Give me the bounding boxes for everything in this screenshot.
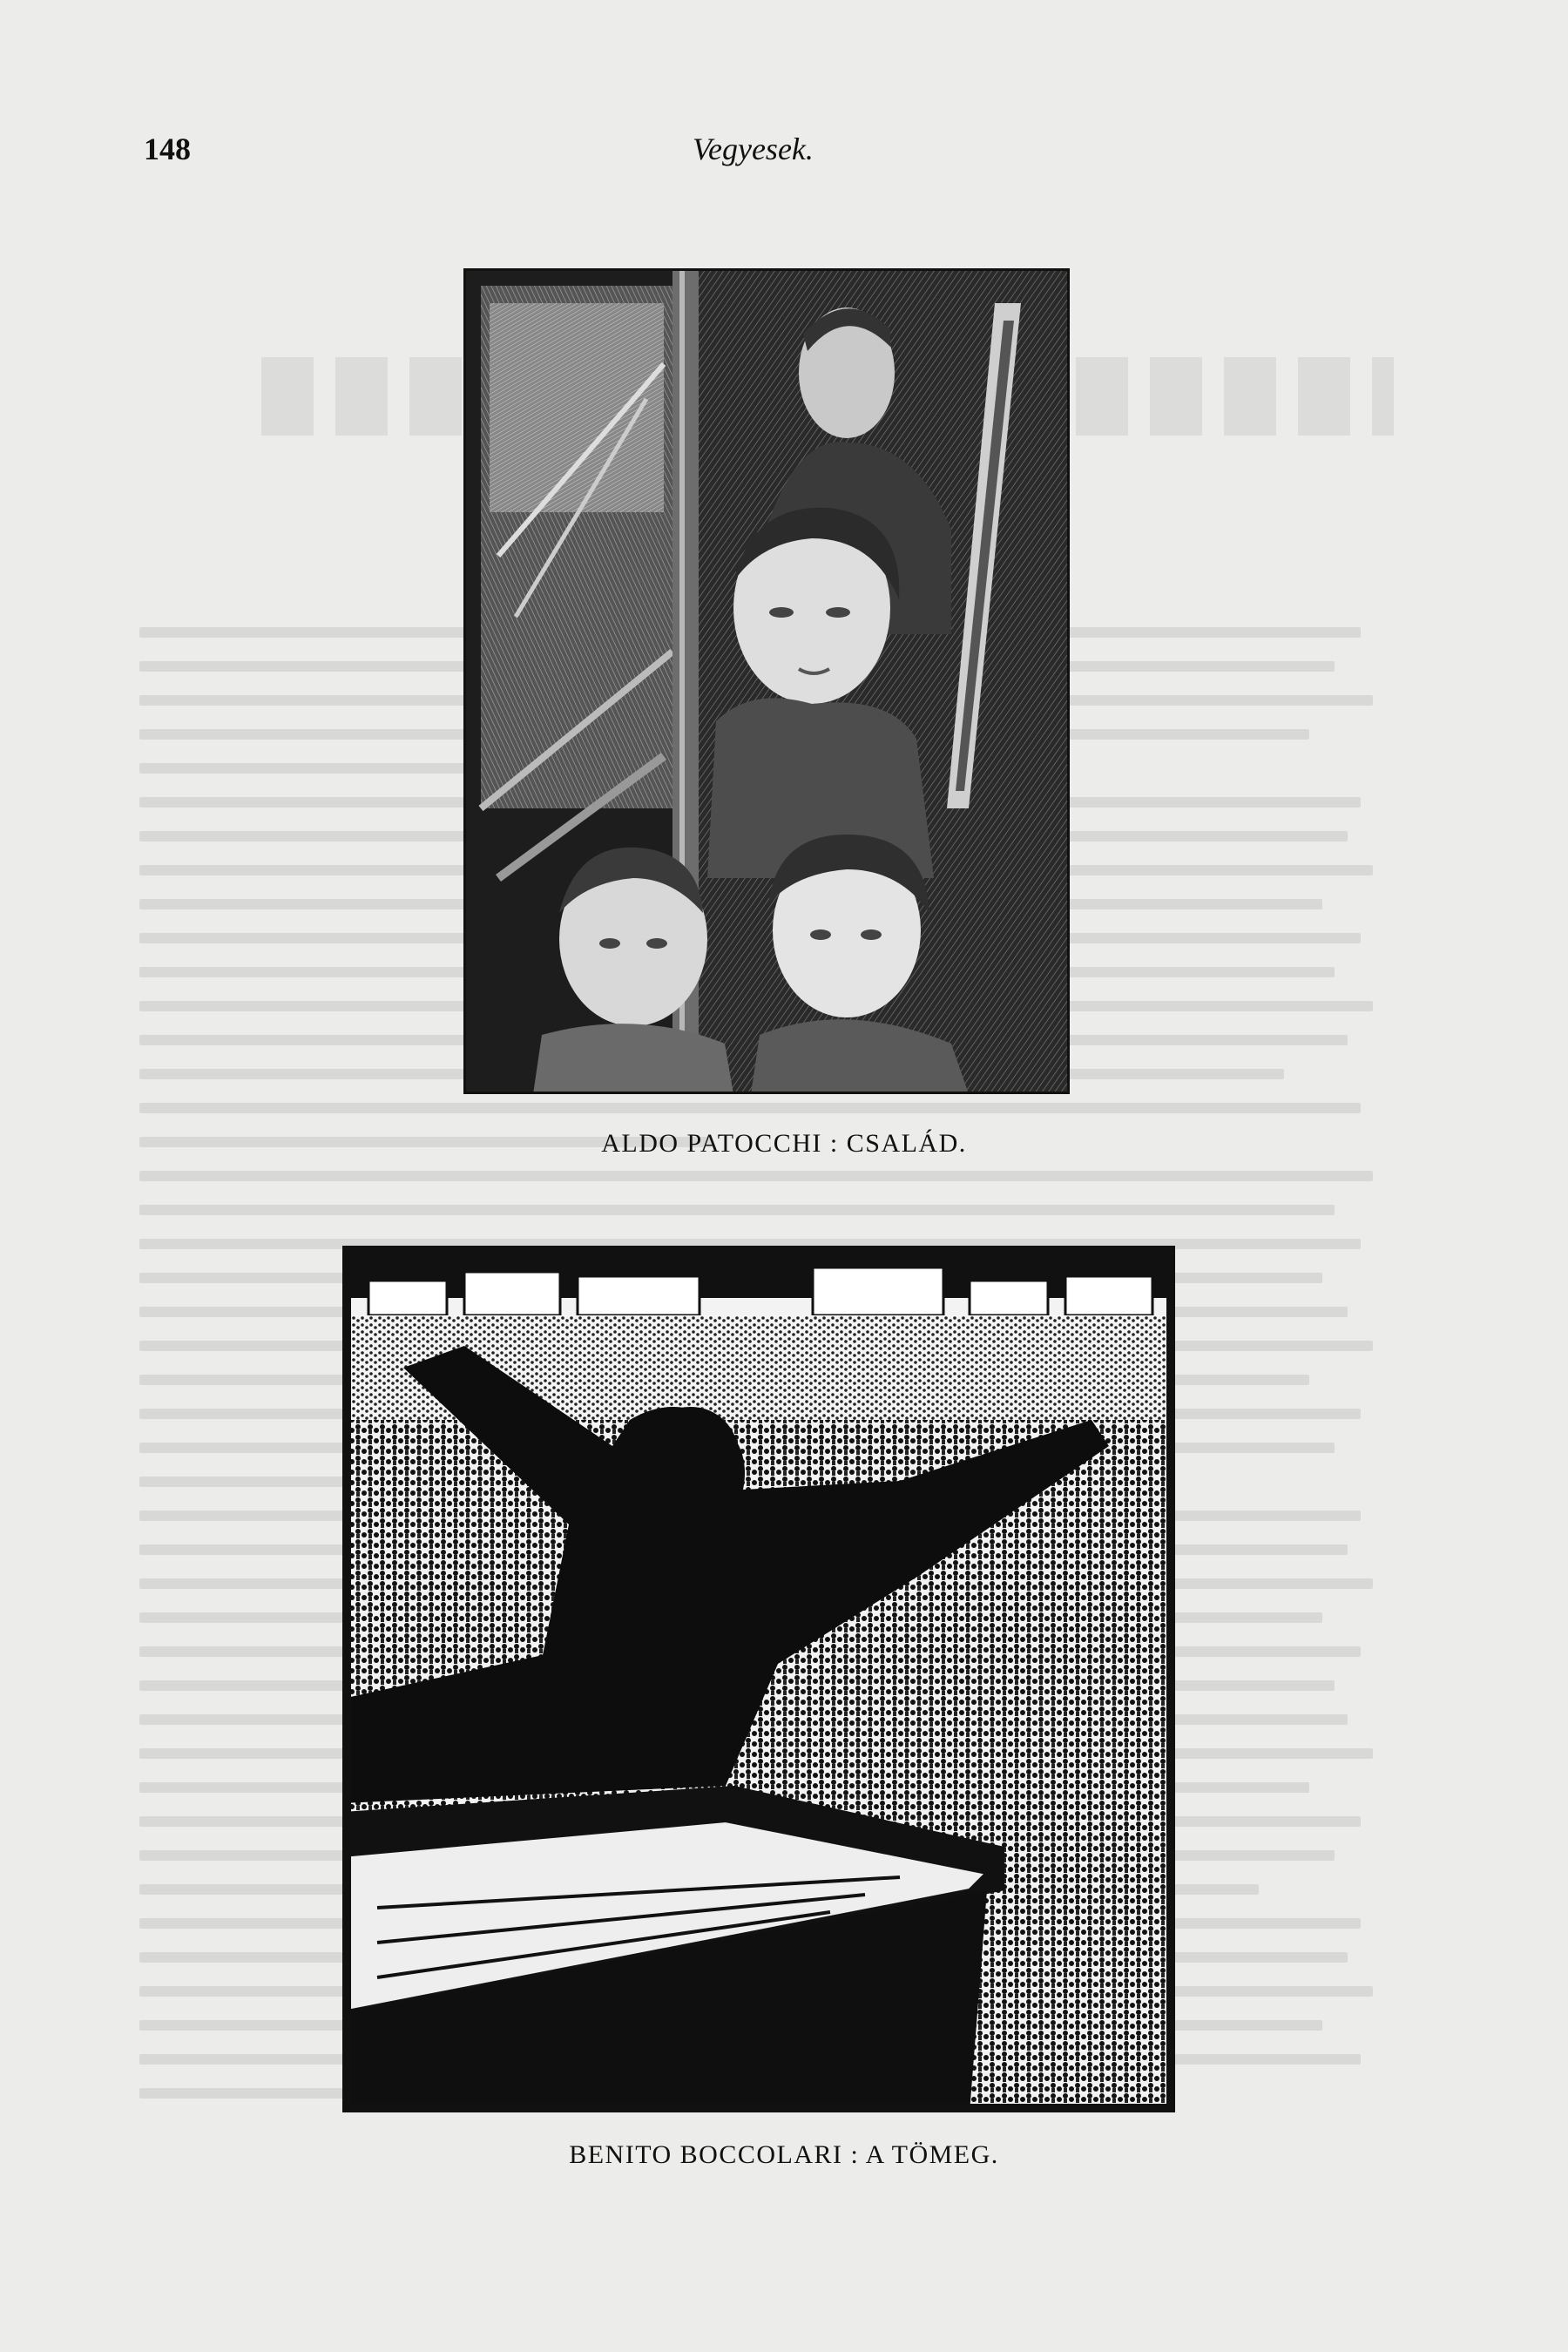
- crowd-woodcut-image: [342, 1246, 1175, 2112]
- running-head: Vegyesek.: [693, 132, 814, 166]
- figure-crowd-woodcut: [342, 1246, 1175, 2112]
- page-number: 148: [144, 132, 191, 166]
- figure-caption: BENITO BOCCOLARI : A TÖMEG.: [569, 2140, 999, 2169]
- figure-caption: ALDO PATOCCHI : CSALÁD.: [601, 1129, 967, 1158]
- orator-crowd-woodcut-icon: [342, 1246, 1175, 2112]
- family-woodcut-image: [463, 268, 1070, 1094]
- family-portrait-woodcut-icon: [463, 268, 1070, 1094]
- figure-family-woodcut: [463, 268, 1070, 1094]
- page-header: [0, 131, 1568, 183]
